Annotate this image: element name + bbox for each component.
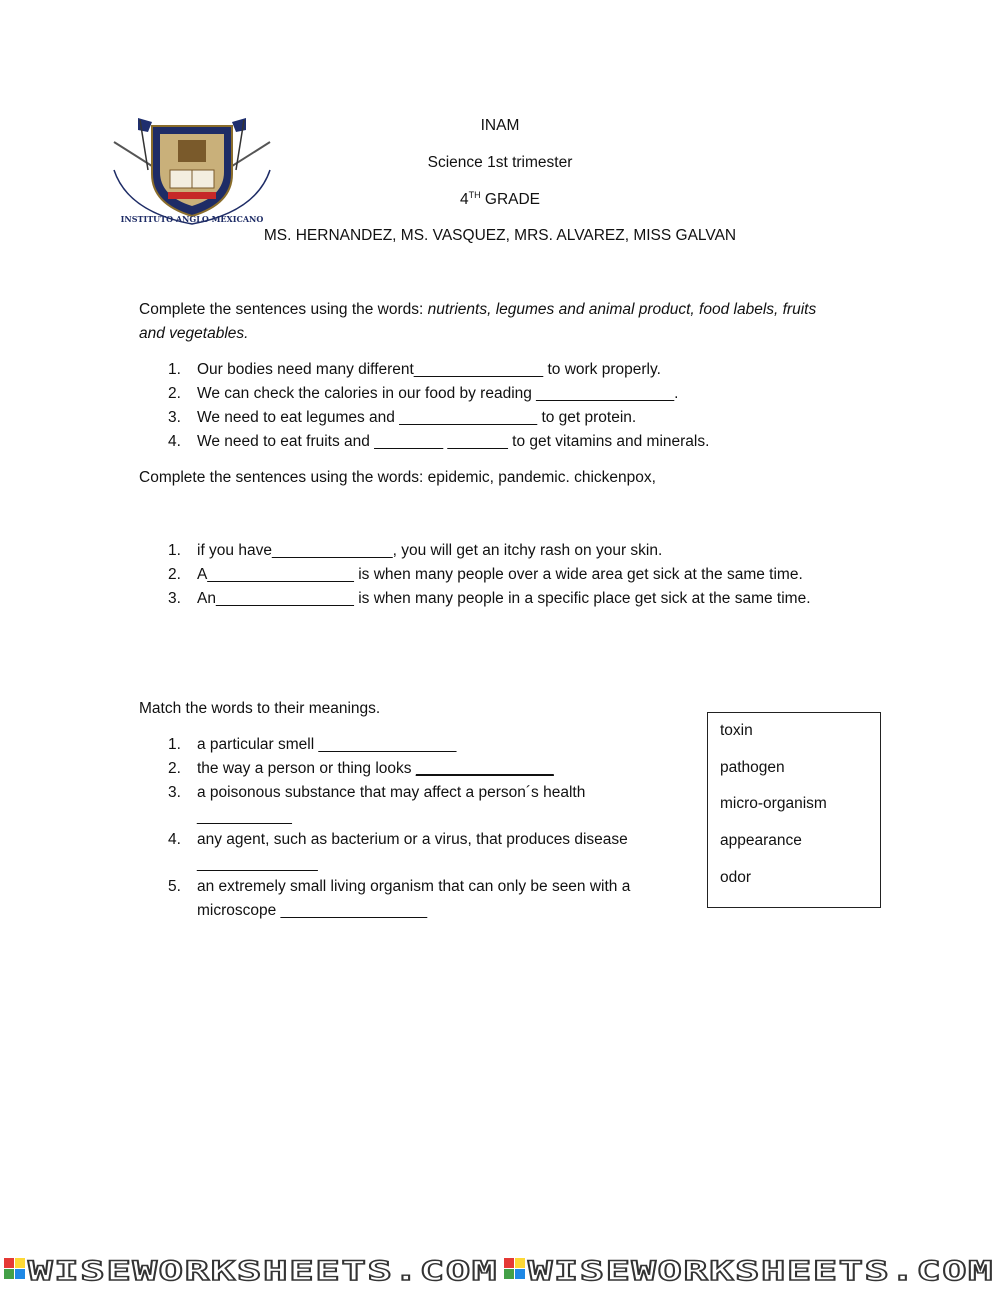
ws-logo-icon [504,1258,525,1279]
ws-logo-icon [4,1258,25,1279]
word-bank-item: pathogen [720,758,785,776]
word-bank-item: micro-organism [720,795,827,813]
section2-item: 1. if you have______________, you will get an itchy rash on your skin. [168,542,663,559]
section3-item-blank: ___________ [197,808,292,825]
section2-instruction: Complete the sentences using the words: epidemic, pandemic. chickenpox, [139,469,656,486]
teachers-line: MS. HERNANDEZ, MS. VASQUEZ, MRS. ALVAREZ, MISS GALVAN [263,227,737,244]
section3-item: 1. a particular smell ________________ [168,736,457,753]
word-bank-box [707,712,881,908]
section3-item: 3. a poisonous substance that may affect a person´s health [168,784,586,801]
section1-item: 1. Our bodies need many different_______________ to work properly. [168,361,661,378]
course-title: Science 1st trimester [427,154,573,171]
section1-item: 2. We can check the calories in our food by reading ________________. [168,385,679,402]
grade-title: 4TH GRADE [459,190,541,208]
school-abbreviation: INAM [480,117,520,134]
word-bank-item: appearance [720,832,802,850]
word-bank-item: toxin [720,722,753,739]
section3-instruction: Match the words to their meanings. [139,700,381,717]
section2-item: 2. A_________________ is when many people over a wide area get sick at the same time. [168,566,803,583]
section3-item-blank: ______________ [197,855,318,872]
section1-item: 4. We need to eat fruits and ________ _______ to get vitamins and minerals. [168,433,710,450]
section2-item: 3. An________________ is when many people in a specific place get sick at the same time. [168,590,811,607]
section1-item: 3. We need to eat legumes and ________________ to get protein. [168,409,637,426]
section3-item: 4. any agent, such as bacterium or a virus, that produces disease [168,831,628,848]
word-bank-item: odor [720,868,752,886]
wiseworksheets-watermark [0,1252,1000,1288]
logo-text: INSTITUTO ANGLO MEXICANO [120,214,264,224]
watermark-text: WISEWORKSHEETS.COM [528,1256,994,1287]
section1-instruction: Complete the sentences using the words: nutrients, legumes and animal product, food labels, fruits and vegetables. [139,301,817,342]
section3-item: 5. an extremely small living organism that can only be seen with a [168,878,631,895]
section3-item: 2. the way a person or thing looks ________________ [168,760,554,777]
section3-item-continuation: microscope _________________ [197,902,428,919]
watermark-text: WISEWORKSHEETS.COM [28,1256,498,1287]
